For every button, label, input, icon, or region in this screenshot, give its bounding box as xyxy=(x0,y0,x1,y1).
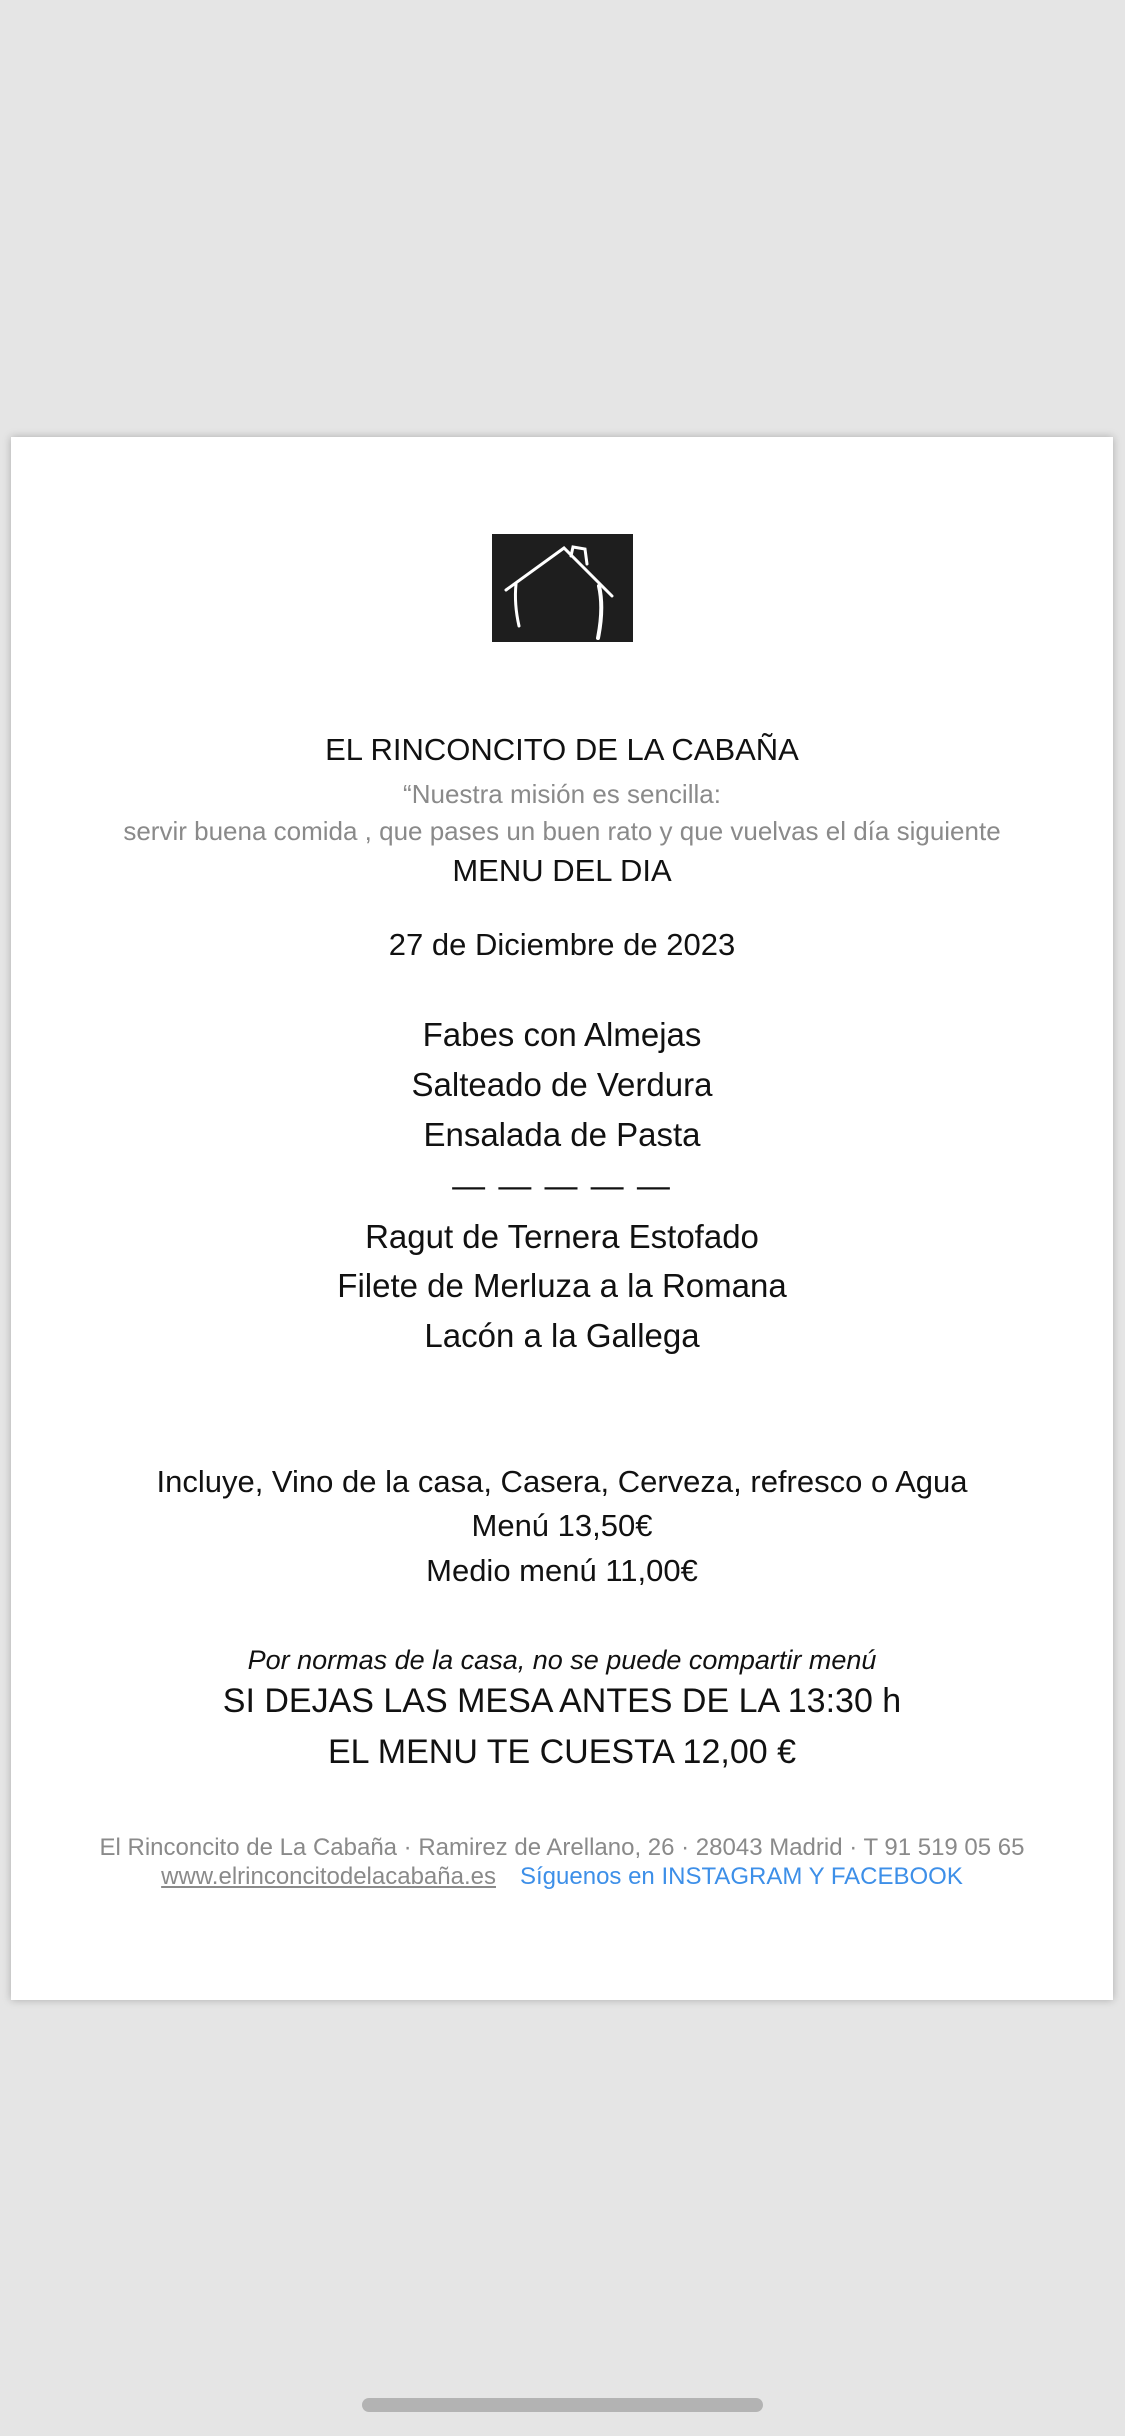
mission-line-1: “Nuestra misión es sencilla: xyxy=(403,779,721,809)
footer-links xyxy=(11,1863,1113,1891)
course-separator: — — — — — xyxy=(452,1167,672,1204)
second-course-item: Ragut de Ternera Estofado xyxy=(365,1218,759,1255)
early-leave-warning-2: EL MENU TE CUESTA 12,00 € xyxy=(328,1733,796,1771)
early-leave-warning-1: SI DEJAS LAS MESA ANTES DE LA 13:30 h xyxy=(222,1682,902,1720)
menu-document xyxy=(11,437,1113,2000)
home-indicator[interactable] xyxy=(362,2398,763,2412)
full-menu-price: Menú 13,50€ xyxy=(471,1508,653,1543)
menu-date: 27 de Diciembre de 2023 xyxy=(388,927,736,962)
social-media-link[interactable]: Síguenos en INSTAGRAM Y FACEBOOK xyxy=(520,1863,963,1890)
mission-line-2: servir buena comida , que pases un buen rato y que vuelvas el día siguiente xyxy=(123,816,1001,846)
first-course-item: Salteado de Verdura xyxy=(411,1066,713,1103)
house-logo-icon xyxy=(492,534,633,642)
website-link[interactable]: www.elrinconcitodelacabaña.es xyxy=(161,1863,496,1890)
first-course-item: Fabes con Almejas xyxy=(422,1016,702,1053)
second-course-item: Filete de Merluza a la Romana xyxy=(337,1267,787,1304)
sharing-rule-note: Por normas de la casa, no se puede compartir menú xyxy=(247,1645,877,1675)
first-course-item: Ensalada de Pasta xyxy=(423,1116,701,1153)
menu-title: MENU DEL DIA xyxy=(452,853,672,888)
second-course-item: Lacón a la Gallega xyxy=(424,1317,700,1354)
footer-address: El Rinconcito de La Cabaña · Ramirez de Arellano, 26 · 28043 Madrid · T 91 519 05 65 xyxy=(99,1834,1025,1861)
includes-text: Incluye, Vino de la casa, Casera, Cerveza, refresco o Agua xyxy=(156,1464,968,1499)
restaurant-name: EL RINCONCITO DE LA CABAÑA xyxy=(325,732,799,767)
half-menu-price: Medio menú 11,00€ xyxy=(426,1553,698,1588)
